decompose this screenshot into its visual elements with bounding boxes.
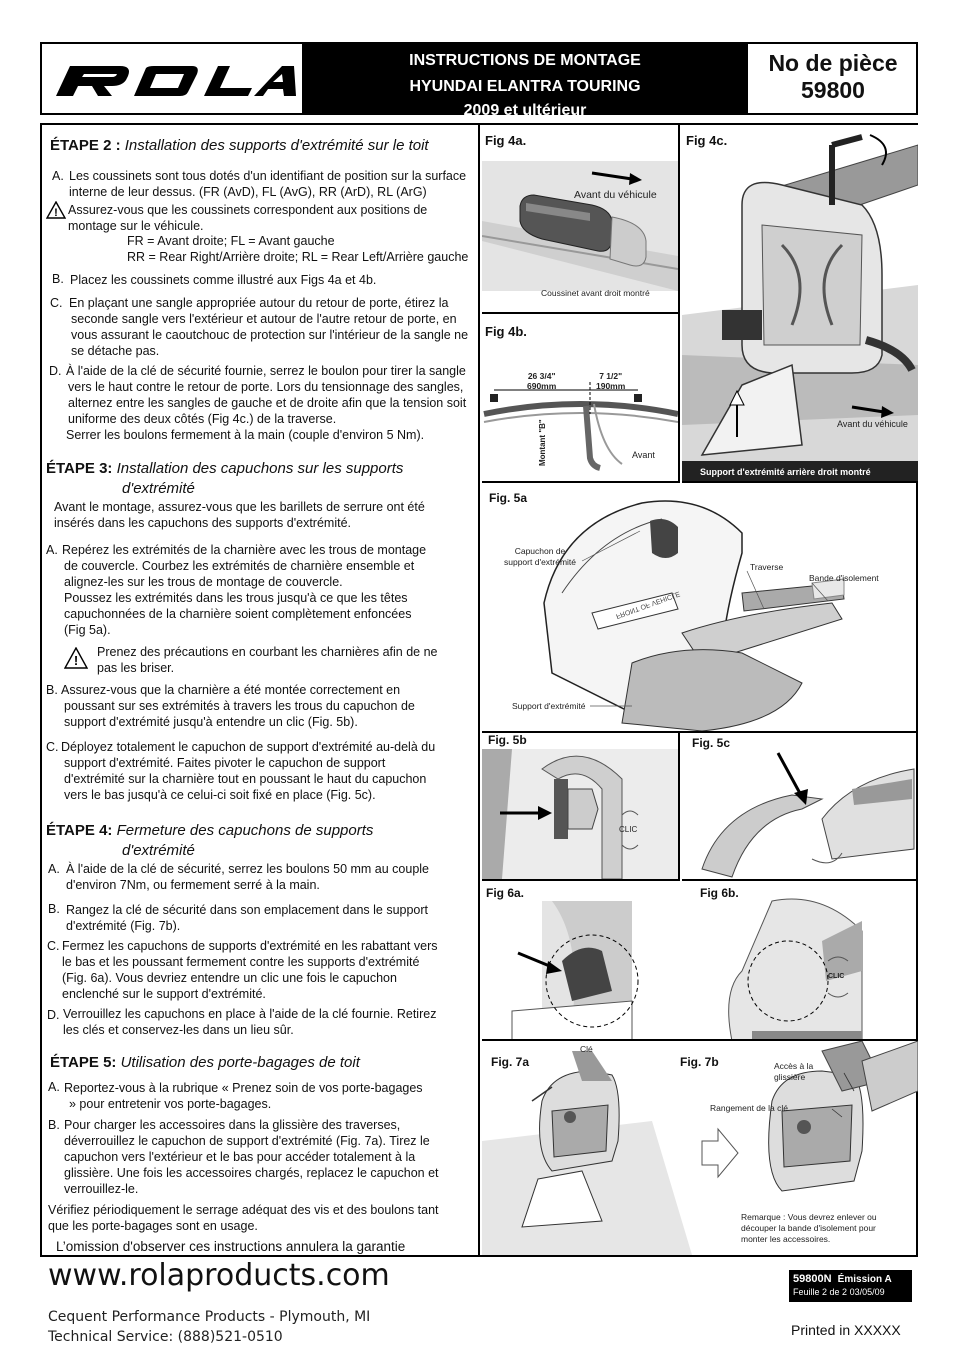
step5-b-text	[64, 1117, 478, 1197]
fig7b-access-callout	[774, 1061, 813, 1083]
step3-a-line5: capuchonnées de la charnière soient complètement enfoncées	[64, 607, 412, 621]
step5-note2: que les porte-bagages sont en usage.	[48, 1219, 258, 1233]
fig6-close-cap-illustration	[482, 881, 918, 1041]
fig4a-front-label: Avant du véhicule	[574, 189, 657, 201]
step2-b-line1: Placez les coussinets comme illustré aux Figs 4a et 4b.	[70, 273, 377, 287]
step2-heading	[50, 136, 429, 156]
rola-logo	[42, 44, 302, 113]
step3-c-letter: C.	[46, 740, 59, 754]
step5-label: ÉTAPE 5:	[50, 1054, 117, 1071]
step5-a-letter: A.	[48, 1080, 60, 1094]
fig5a-panel	[482, 483, 918, 733]
step3-heading	[46, 459, 403, 479]
step3-c-line3: d'extrémité sur la charnière tout en poussant le haut du capuchon	[64, 772, 427, 786]
step5-b-line2: déverrouillez le capuchon de support d'extrémité (Fig. 7a). Tirez le	[64, 1134, 430, 1148]
warning-icon	[46, 201, 66, 219]
step3-warn-line2: pas les briser.	[97, 661, 175, 675]
fig7a-key-callout: Clé	[580, 1044, 593, 1054]
step5-b-line4: glissière. Une fois les accessoires chargés, replacez le capuchon et	[64, 1166, 439, 1180]
fig4b-pillar-label: Montant "B"	[538, 419, 547, 466]
step4-b-line2: d'extrémité (Fig. 7b).	[66, 919, 181, 933]
step3-a-line3: alignez-les sur les trous de montage de couvercle.	[64, 575, 343, 589]
step5-a-line1: Reportez-vous à la rubrique « Prenez soin de vos porte-bagages	[64, 1081, 423, 1095]
step3-b-text	[61, 682, 477, 730]
step3-b-letter: B.	[46, 683, 58, 697]
technical-service: Technical Service: (888)521-0510	[48, 1329, 283, 1345]
title-line1: INSTRUCTIONS DE MONTAGE	[409, 52, 641, 69]
step3-warn-line1: Prenez des précautions en courbant les charnières afin de ne	[97, 645, 438, 659]
step4-a-line2: d'environ 7Nm, ou fermement serré à la main.	[66, 878, 320, 892]
fig5a-cap-illustration	[482, 483, 918, 733]
warning-icon	[64, 647, 88, 669]
step3-b-line1: Assurez-vous que la charnière a été montée correctement en	[61, 683, 401, 697]
fig4b-label: Fig 4b.	[485, 324, 527, 339]
step4-d-text	[63, 1006, 479, 1038]
step4-b-line1: Rangez la clé de sécurité dans son emplacement dans le support	[66, 903, 429, 917]
fig7a-label: Fig. 7a	[491, 1055, 530, 1069]
step4-b-text	[66, 902, 478, 934]
fig5a-cap-callout	[504, 546, 576, 568]
step4-label: ÉTAPE 4:	[46, 822, 113, 839]
fig6b-label: Fig 6b.	[700, 886, 739, 900]
fig5a-bar-callout: Traverse	[750, 562, 784, 572]
fig4c-caption: Support d'extrémité arrière droit montré	[700, 467, 871, 477]
emission-label: Émission A	[837, 1274, 892, 1285]
step4-c-line2: le bas et les poussant fermement contre les supports d'extrémité	[62, 955, 420, 969]
part-number: 59800	[801, 77, 865, 103]
step3-c-line2: support d'extrémité. Faites pivoter le capuchon de support	[64, 756, 386, 770]
fig5a-strip-callout: Bande d'isolement	[809, 573, 879, 583]
fig7b-label: Fig. 7b	[680, 1055, 719, 1069]
step2-a-text	[69, 168, 479, 200]
step2-b-letter: B.	[52, 272, 64, 286]
step2-d-line4: uniforme des deux côtés (Fig 4c.) de la traverse.	[68, 412, 337, 426]
step3-c-line1: Déployez totalement le capuchon de support d'extrémité au-delà du	[61, 740, 436, 754]
fig4a-label: Fig 4a.	[485, 133, 527, 148]
step4-a-text	[66, 861, 478, 893]
fig4c-label: Fig 4c.	[686, 133, 728, 148]
step3-a-text	[62, 542, 478, 638]
fig4c-foot-illustration	[682, 125, 918, 483]
step3-intro1: Avant le montage, assurez-vous que les barillets de serrure ont été	[54, 500, 425, 514]
company-info	[48, 1307, 370, 1347]
step2-c-line4: se détache pas.	[71, 344, 160, 358]
fig6b-clic: CLIC	[828, 973, 845, 980]
fig6a-label: Fig 6a.	[486, 886, 525, 900]
step5-b-line1: Pour charger les accessoires dans la glissière des traverses,	[64, 1118, 401, 1132]
fig7b-note	[741, 1212, 877, 1245]
company-name: Cequent Performance Products - Plymouth, MI	[48, 1309, 371, 1325]
step3-a-line6: (Fig 5a).	[64, 623, 111, 637]
step5-a-text	[64, 1080, 478, 1112]
svg-text:!: !	[54, 207, 58, 219]
step2-a-line4: montage sur le véhicule.	[68, 219, 204, 233]
step3-intro	[54, 499, 474, 531]
step2-label: ÉTAPE 2 :	[50, 137, 121, 154]
step4-c-line1: Fermez les capuchons de supports d'extrémité en les rabattant vers	[62, 939, 438, 953]
fig4a-caption: Coussinet avant droit montré	[541, 288, 650, 298]
fig5b-hinge-illustration	[482, 749, 678, 879]
step4-title1: Fermeture des capuchons de supports	[116, 822, 374, 839]
step2-a-line1: Les coussinets sont tous dotés d'un identifiant de position sur la surface	[69, 169, 467, 183]
step3-intro2: insérés dans les capuchons des supports d'extrémité.	[54, 516, 351, 530]
step3-b-line2: poussant sur ses extrémités à travers les trous du capuchon de	[64, 699, 415, 713]
fig5a-cap-line2: support d'extrémité	[504, 557, 577, 567]
step2-d-line3: alternez entre les sangles de gauche et de droite afin que la tension soit	[68, 396, 467, 410]
part-label: No de pièce	[768, 50, 898, 76]
title-box	[302, 44, 748, 119]
step2-title: Installation des supports d'extrémité sur le toit	[124, 137, 429, 154]
step4-d-line2: les clés et conservez-les dans un lieu sûr.	[63, 1023, 294, 1037]
fig5a-front-arrow-text: FRONT OF VEHICLE	[614, 589, 681, 620]
step4-b-letter: B.	[48, 902, 60, 916]
step3-b-line3: support d'extrémité jusqu'à entendre un clic (Fig. 5b).	[64, 715, 358, 729]
step4-c-letter: C.	[47, 939, 60, 953]
rola-logo-icon	[42, 44, 302, 113]
fig4b-front-label: Avant	[632, 450, 655, 460]
fig4b-panel	[482, 314, 680, 483]
fig5c-label: Fig. 5c	[692, 736, 731, 750]
step3-warning	[97, 644, 477, 676]
step2-d-text	[66, 363, 480, 443]
step2-a-warn	[68, 202, 478, 234]
fig4c-front-label: Avant du véhicule	[837, 419, 908, 429]
fig5b-label: Fig. 5b	[488, 733, 527, 747]
title-line3: 2009 et ultérieur	[463, 102, 587, 119]
step2-a-letter: A.	[52, 169, 64, 183]
document-revision-badge	[789, 1270, 912, 1302]
step5-b-line3: capuchon vers l'extérieur et le bas pour accéder totalement à la	[64, 1150, 416, 1164]
fig4b-dim1-in: 26 3/4"	[527, 371, 556, 381]
step3-a-line2: de couvercle. Courbez les extrémités de charnière ensemble et	[64, 559, 415, 573]
fig5a-cap-line1: Capuchon de	[514, 546, 566, 556]
step3-title1: Installation des capuchons sur les supports	[116, 460, 404, 477]
step2-d-line1: À l'aide de la clé de sécurité fournie, serrez le boulon pour tirer la sangle	[66, 364, 466, 378]
fig5c-cap-rotate-illustration	[682, 749, 918, 879]
fig7b-access-line2: glissière	[774, 1072, 806, 1082]
step2-c-line2: seconde sangle vers l'extérieur et autour de l'autre retour de porte, en	[71, 312, 457, 326]
fig4c-panel	[682, 125, 918, 483]
revision-date: 03/05/09	[849, 1287, 885, 1297]
fig5a-support-callout: Support d'extrémité	[512, 701, 586, 711]
step4-title2: d'extrémité	[122, 842, 195, 859]
step3-c-text	[61, 739, 479, 803]
instructions-column	[42, 125, 480, 1255]
website-url[interactable]: www.rolaproducts.com	[48, 1258, 390, 1293]
step2-c-line3: vous assurant le caoutchouc de protection sur l'intérieur de la sangle ne	[71, 328, 469, 342]
step2-a-line2: interne de leur dessus. (FR (AvD), FL (AvG), RR (ArD), RL (ArG)	[69, 185, 427, 199]
fig5c-panel	[682, 733, 918, 881]
step5-title: Utilisation des porte-bagages de toit	[120, 1054, 360, 1071]
step2-c-line1: En plaçant une sangle appropriée autour du retour de porte, étirez la	[69, 296, 449, 310]
fig4b-dim1	[527, 371, 556, 391]
step5-b-line5: verrouillez-le.	[64, 1182, 139, 1196]
fig4b-dim1-mm: 690mm	[527, 381, 557, 391]
main-frame	[40, 123, 918, 1257]
fig7-panel	[482, 1041, 918, 1255]
step5-heading	[50, 1053, 360, 1073]
header	[40, 42, 918, 119]
warranty-notice: L’omission d'observer ces instructions annulera la garantie	[56, 1239, 406, 1254]
fig7b-access-line1: Accès à la	[774, 1061, 814, 1071]
step2-d-line5: Serrer les boulons fermement à la main (couple d'environ 5 Nm).	[66, 428, 425, 442]
fig6-panel	[482, 881, 918, 1041]
fig5a-label: Fig. 5a	[489, 491, 528, 505]
fig5b-panel	[482, 733, 680, 881]
step4-a-letter: A.	[48, 862, 60, 876]
part-number-box	[748, 44, 918, 113]
svg-text:!: !	[73, 653, 79, 668]
step5-a-line2: » pour entretenir vos porte-bagages.	[69, 1097, 272, 1111]
step3-a-letter: A.	[46, 543, 58, 557]
step4-d-line1: Verrouillez les capuchons en place à l'aide de la clé fournie. Retirez	[63, 1007, 437, 1021]
doc-number: 59800N	[793, 1273, 832, 1285]
step3-label: ÉTAPE 3:	[46, 460, 113, 477]
step4-c-text	[62, 938, 478, 1002]
step2-c-text	[69, 295, 479, 359]
fig4b-dimension-diagram	[482, 354, 678, 482]
step5-b-letter: B.	[48, 1118, 60, 1132]
step4-heading	[46, 821, 373, 841]
printed-in: Printed in XXXXX	[791, 1322, 901, 1338]
step2-a-line6: RR = Rear Right/Arrière droite; RL = Rear Left/Arrière gauche	[127, 250, 469, 264]
step3-a-line4: Poussez les extrémités dans les trous jusqu'à ce que les têtes	[64, 591, 408, 605]
step2-a-line5: FR = Avant droite; FL = Avant gauche	[127, 234, 335, 248]
fig7b-note-line3: monter les accessoires.	[741, 1234, 831, 1244]
step3-a-line1: Repérez les extrémités de la charnière avec les trous de montage	[62, 543, 427, 557]
step4-d-letter: D.	[47, 1008, 60, 1022]
step4-c-line3: (Fig. 6a). Vous devriez entendre un clic une fois le capuchon	[62, 971, 397, 985]
fig7b-note-line1: Remarque : Vous devrez enlever ou	[741, 1212, 877, 1222]
step5-note	[48, 1202, 478, 1234]
step3-c-line4: vers le bas jusqu'à ce celui-ci soit fixé en place (Fig. 5c).	[64, 788, 376, 802]
step4-a-line1: À l'aide de la clé de sécurité, serrez les boulons 50 mm au couple	[66, 862, 430, 876]
fig4a-panel	[482, 125, 680, 314]
fig5b-clic: CLIC	[619, 825, 638, 834]
title-line2: HYUNDAI ELANTRA TOURING	[409, 78, 641, 95]
step2-a-line3: Assurez-vous que les coussinets correspondent aux positions de	[68, 203, 428, 217]
step3-title2: d'extrémité	[122, 480, 195, 497]
step5-note1: Vérifiez périodiquement le serrage adéquat des vis et des boulons tant	[48, 1203, 439, 1217]
step4-c-line4: enclenché sur le support d'extrémité.	[62, 987, 266, 1001]
step2-c-letter: C.	[50, 296, 63, 310]
step2-d-letter: D.	[49, 364, 62, 378]
step2-d-line2: vers le haut contre le retour de porte. Lors du tensionnage des sangles,	[68, 380, 464, 394]
fig4b-dim2-mm: 190mm	[596, 381, 626, 391]
fig4b-dim2	[596, 371, 625, 391]
fig7b-note-line2: découper la bande d'isolement pour	[741, 1223, 876, 1233]
fig4b-dim2-in: 7 1/2"	[599, 371, 623, 381]
fig7b-storage-callout: Rangement de la clé	[710, 1103, 788, 1113]
sheet-label: Feuille 2 de 2	[793, 1287, 848, 1297]
